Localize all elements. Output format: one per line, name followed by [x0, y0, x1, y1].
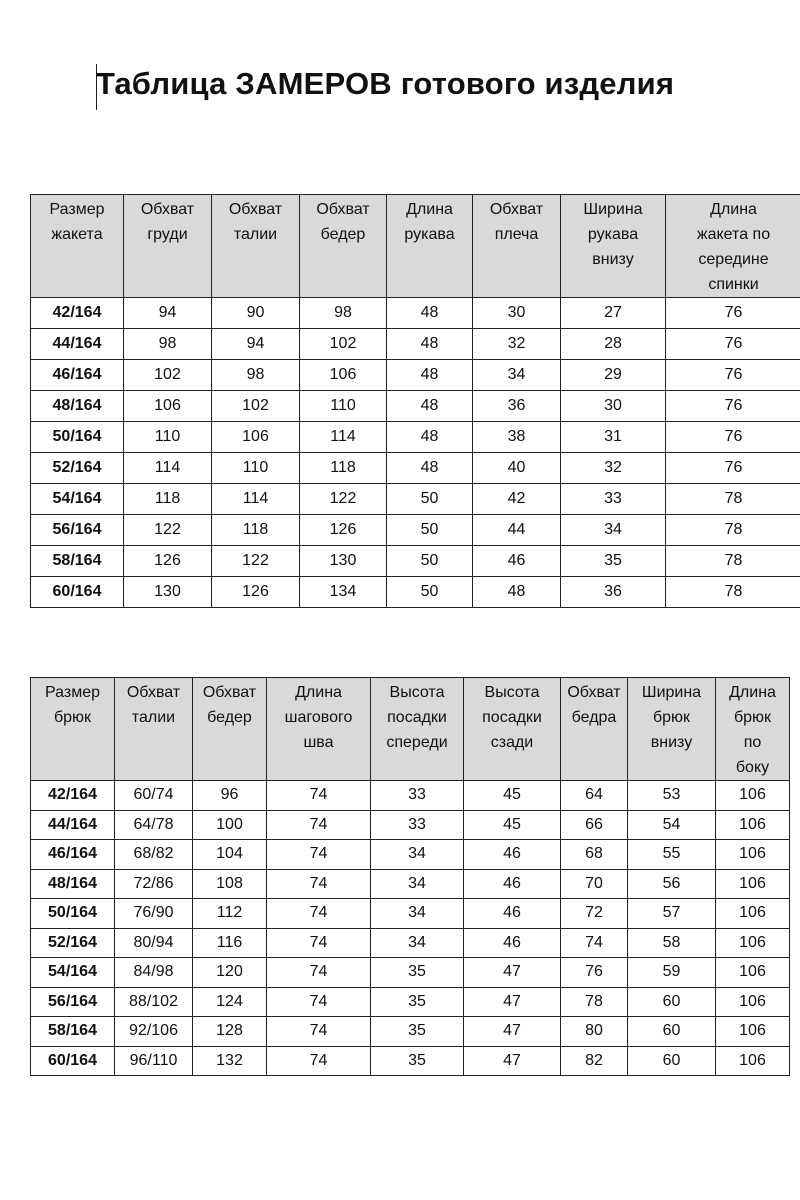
header-row: [31, 195, 800, 298]
value-cell: 46: [464, 928, 561, 958]
value-cell: 76: [666, 360, 800, 391]
size-cell: 52/164: [31, 928, 115, 958]
value-cell: 46: [464, 869, 561, 899]
value-cell: 114: [300, 422, 387, 453]
value-cell: 29: [561, 360, 666, 391]
value-cell: 134: [300, 577, 387, 608]
value-cell: 126: [300, 515, 387, 546]
table-row: [31, 781, 790, 811]
value-cell: 122: [124, 515, 212, 546]
value-cell: 76: [666, 453, 800, 484]
value-cell: 55: [628, 840, 716, 870]
value-cell: 108: [193, 869, 267, 899]
size-cell: 58/164: [31, 1017, 115, 1047]
value-cell: 78: [666, 515, 800, 546]
value-cell: 35: [371, 987, 464, 1017]
value-cell: 36: [561, 577, 666, 608]
table-row: [31, 810, 790, 840]
value-cell: 74: [267, 899, 371, 929]
value-cell: 31: [561, 422, 666, 453]
value-cell: 46: [473, 546, 561, 577]
table-row: [31, 546, 800, 577]
table-row: [31, 987, 790, 1017]
table-row: [31, 360, 800, 391]
column-header: Обхват талии: [115, 678, 193, 781]
value-cell: 74: [267, 928, 371, 958]
value-cell: 88/102: [115, 987, 193, 1017]
size-cell: 56/164: [31, 515, 124, 546]
value-cell: 74: [267, 987, 371, 1017]
header-row: [31, 678, 790, 781]
table-row: [31, 298, 800, 329]
value-cell: 116: [193, 928, 267, 958]
value-cell: 40: [473, 453, 561, 484]
value-cell: 118: [124, 484, 212, 515]
value-cell: 122: [212, 546, 300, 577]
value-cell: 78: [666, 484, 800, 515]
size-cell: 54/164: [31, 958, 115, 988]
value-cell: 106: [716, 1046, 790, 1076]
value-cell: 90: [212, 298, 300, 329]
column-header: Обхват талии: [212, 195, 300, 298]
value-cell: 76: [666, 422, 800, 453]
value-cell: 78: [666, 546, 800, 577]
column-header: Длина шагового шва: [267, 678, 371, 781]
column-header: Ширина брюк внизу: [628, 678, 716, 781]
column-header: Обхват груди: [124, 195, 212, 298]
table-row: [31, 391, 800, 422]
table-row: [31, 1046, 790, 1076]
value-cell: 106: [716, 987, 790, 1017]
value-cell: 74: [267, 781, 371, 811]
value-cell: 106: [212, 422, 300, 453]
value-cell: 74: [267, 810, 371, 840]
value-cell: 34: [473, 360, 561, 391]
value-cell: 110: [124, 422, 212, 453]
value-cell: 48: [387, 453, 473, 484]
table-row: [31, 577, 800, 608]
value-cell: 114: [212, 484, 300, 515]
value-cell: 28: [561, 329, 666, 360]
value-cell: 96/110: [115, 1046, 193, 1076]
column-header: Ширина рукава внизу: [561, 195, 666, 298]
table-row: [31, 515, 800, 546]
value-cell: 27: [561, 298, 666, 329]
size-cell: 44/164: [31, 810, 115, 840]
value-cell: 74: [267, 1046, 371, 1076]
value-cell: 72: [561, 899, 628, 929]
value-cell: 102: [300, 329, 387, 360]
column-header: Длина жакета по середине спинки: [666, 195, 800, 298]
table-row: [31, 453, 800, 484]
value-cell: 106: [716, 810, 790, 840]
value-cell: 66: [561, 810, 628, 840]
size-cell: 56/164: [31, 987, 115, 1017]
size-cell: 44/164: [31, 329, 124, 360]
value-cell: 35: [371, 958, 464, 988]
value-cell: 48: [387, 298, 473, 329]
value-cell: 128: [193, 1017, 267, 1047]
value-cell: 76/90: [115, 899, 193, 929]
value-cell: 48: [387, 422, 473, 453]
value-cell: 98: [124, 329, 212, 360]
value-cell: 124: [193, 987, 267, 1017]
table-row: [31, 928, 790, 958]
value-cell: 32: [473, 329, 561, 360]
column-header: Длина рукава: [387, 195, 473, 298]
value-cell: 46: [464, 899, 561, 929]
value-cell: 126: [124, 546, 212, 577]
value-cell: 57: [628, 899, 716, 929]
table-row: [31, 958, 790, 988]
size-cell: 58/164: [31, 546, 124, 577]
value-cell: 106: [124, 391, 212, 422]
value-cell: 106: [716, 1017, 790, 1047]
value-cell: 50: [387, 484, 473, 515]
column-header: Обхват плеча: [473, 195, 561, 298]
value-cell: 106: [716, 840, 790, 870]
value-cell: 38: [473, 422, 561, 453]
value-cell: 68: [561, 840, 628, 870]
value-cell: 45: [464, 810, 561, 840]
value-cell: 104: [193, 840, 267, 870]
size-cell: 52/164: [31, 453, 124, 484]
size-cell: 42/164: [31, 298, 124, 329]
value-cell: 50: [387, 515, 473, 546]
value-cell: 64: [561, 781, 628, 811]
column-header: Длина брюк по боку: [716, 678, 790, 781]
value-cell: 60: [628, 1046, 716, 1076]
value-cell: 42: [473, 484, 561, 515]
value-cell: 34: [561, 515, 666, 546]
value-cell: 35: [371, 1046, 464, 1076]
size-cell: 46/164: [31, 360, 124, 391]
value-cell: 74: [267, 1017, 371, 1047]
column-header: Размер брюк: [31, 678, 115, 781]
value-cell: 106: [716, 958, 790, 988]
size-cell: 50/164: [31, 422, 124, 453]
value-cell: 106: [300, 360, 387, 391]
value-cell: 110: [212, 453, 300, 484]
value-cell: 70: [561, 869, 628, 899]
value-cell: 80: [561, 1017, 628, 1047]
value-cell: 94: [124, 298, 212, 329]
value-cell: 132: [193, 1046, 267, 1076]
table-row: [31, 840, 790, 870]
size-cell: 50/164: [31, 899, 115, 929]
value-cell: 54: [628, 810, 716, 840]
value-cell: 82: [561, 1046, 628, 1076]
value-cell: 47: [464, 1017, 561, 1047]
value-cell: 59: [628, 958, 716, 988]
value-cell: 47: [464, 987, 561, 1017]
value-cell: 35: [561, 546, 666, 577]
value-cell: 47: [464, 1046, 561, 1076]
column-header: Обхват бедер: [300, 195, 387, 298]
value-cell: 100: [193, 810, 267, 840]
value-cell: 110: [300, 391, 387, 422]
value-cell: 36: [473, 391, 561, 422]
size-cell: 46/164: [31, 840, 115, 870]
size-cell: 42/164: [31, 781, 115, 811]
value-cell: 50: [387, 546, 473, 577]
column-header: Высота посадки спереди: [371, 678, 464, 781]
column-header: Высота посадки сзади: [464, 678, 561, 781]
value-cell: 74: [267, 958, 371, 988]
value-cell: 112: [193, 899, 267, 929]
value-cell: 74: [561, 928, 628, 958]
value-cell: 47: [464, 958, 561, 988]
value-cell: 33: [371, 810, 464, 840]
value-cell: 48: [387, 391, 473, 422]
value-cell: 106: [716, 899, 790, 929]
value-cell: 98: [212, 360, 300, 391]
value-cell: 48: [387, 360, 473, 391]
value-cell: 60/74: [115, 781, 193, 811]
value-cell: 68/82: [115, 840, 193, 870]
value-cell: 58: [628, 928, 716, 958]
value-cell: 96: [193, 781, 267, 811]
value-cell: 76: [666, 391, 800, 422]
size-cell: 60/164: [31, 577, 124, 608]
value-cell: 102: [212, 391, 300, 422]
value-cell: 48: [473, 577, 561, 608]
value-cell: 106: [716, 928, 790, 958]
value-cell: 114: [124, 453, 212, 484]
value-cell: 48: [387, 329, 473, 360]
table-row: [31, 899, 790, 929]
jacket-measurements-table: [30, 194, 800, 608]
table-row: [31, 869, 790, 899]
value-cell: 98: [300, 298, 387, 329]
value-cell: 50: [387, 577, 473, 608]
size-cell: 54/164: [31, 484, 124, 515]
value-cell: 44: [473, 515, 561, 546]
value-cell: 102: [124, 360, 212, 391]
value-cell: 74: [267, 869, 371, 899]
value-cell: 122: [300, 484, 387, 515]
table-row: [31, 422, 800, 453]
value-cell: 120: [193, 958, 267, 988]
value-cell: 92/106: [115, 1017, 193, 1047]
value-cell: 30: [561, 391, 666, 422]
value-cell: 33: [561, 484, 666, 515]
value-cell: 130: [300, 546, 387, 577]
value-cell: 118: [300, 453, 387, 484]
value-cell: 118: [212, 515, 300, 546]
value-cell: 60: [628, 987, 716, 1017]
size-cell: 48/164: [31, 391, 124, 422]
value-cell: 84/98: [115, 958, 193, 988]
value-cell: 34: [371, 899, 464, 929]
table-row: [31, 484, 800, 515]
value-cell: 34: [371, 928, 464, 958]
value-cell: 74: [267, 840, 371, 870]
page-title: Таблица ЗАМЕРОВ готового изделия: [96, 66, 675, 101]
size-cell: 48/164: [31, 869, 115, 899]
value-cell: 72/86: [115, 869, 193, 899]
value-cell: 33: [371, 781, 464, 811]
value-cell: 130: [124, 577, 212, 608]
value-cell: 34: [371, 840, 464, 870]
value-cell: 78: [666, 577, 800, 608]
value-cell: 80/94: [115, 928, 193, 958]
value-cell: 46: [464, 840, 561, 870]
value-cell: 94: [212, 329, 300, 360]
column-header: Размер жакета: [31, 195, 124, 298]
value-cell: 76: [666, 329, 800, 360]
value-cell: 34: [371, 869, 464, 899]
value-cell: 35: [371, 1017, 464, 1047]
table-row: [31, 329, 800, 360]
value-cell: 64/78: [115, 810, 193, 840]
value-cell: 106: [716, 781, 790, 811]
value-cell: 76: [666, 298, 800, 329]
value-cell: 30: [473, 298, 561, 329]
value-cell: 126: [212, 577, 300, 608]
value-cell: 76: [561, 958, 628, 988]
table-row: [31, 1017, 790, 1047]
size-cell: 60/164: [31, 1046, 115, 1076]
value-cell: 53: [628, 781, 716, 811]
value-cell: 60: [628, 1017, 716, 1047]
value-cell: 78: [561, 987, 628, 1017]
value-cell: 106: [716, 869, 790, 899]
value-cell: 56: [628, 869, 716, 899]
column-header: Обхват бедер: [193, 678, 267, 781]
column-header: Обхват бедра: [561, 678, 628, 781]
value-cell: 32: [561, 453, 666, 484]
trousers-measurements-table: [30, 677, 790, 1076]
value-cell: 45: [464, 781, 561, 811]
